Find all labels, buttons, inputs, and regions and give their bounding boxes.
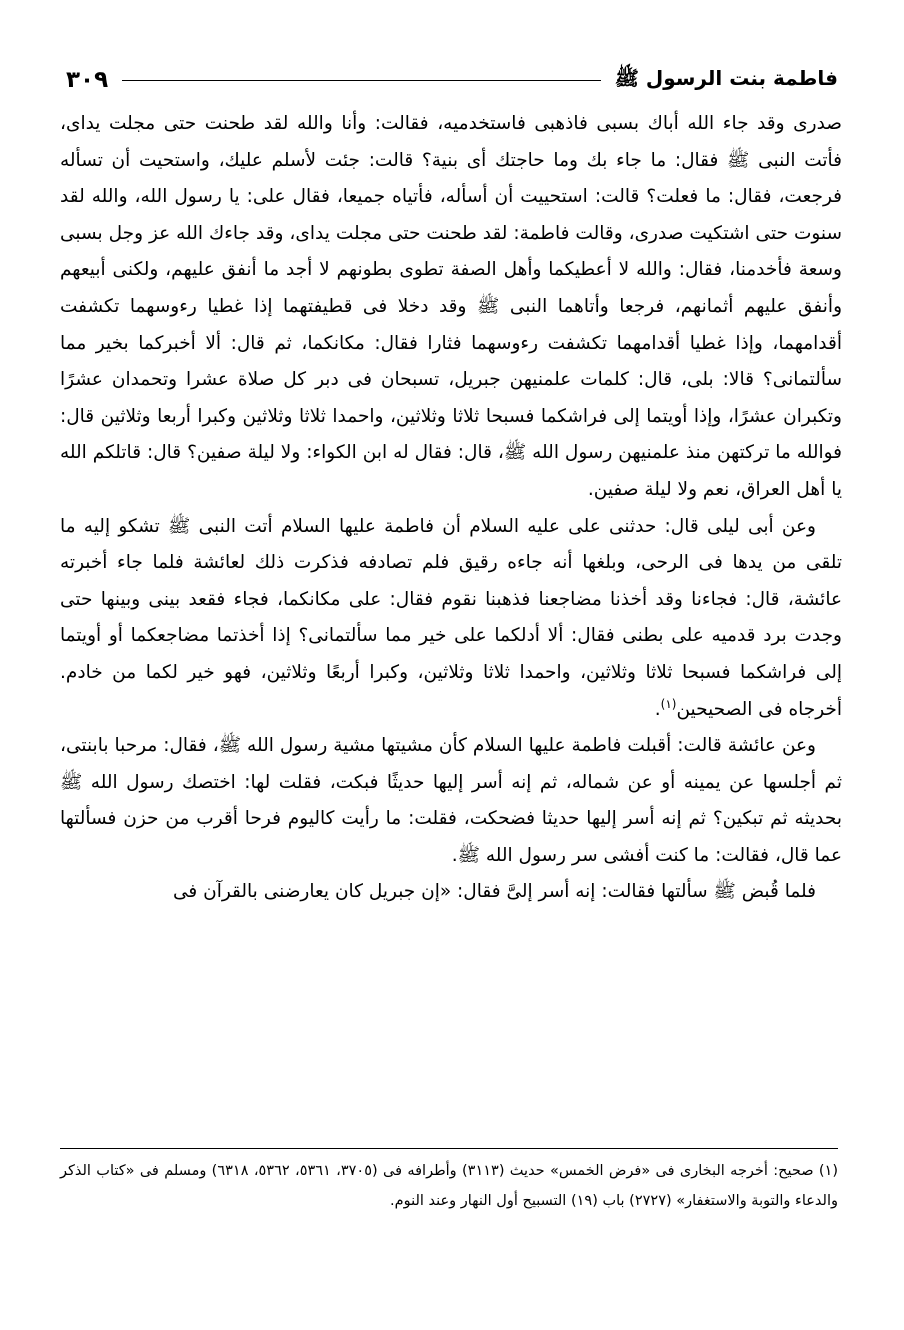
footnote-ref: (١) bbox=[660, 696, 677, 711]
footnote bbox=[60, 1156, 838, 1216]
page-header bbox=[66, 60, 838, 100]
footnote-text: (١) صحيح: أخرجه البخارى فى «فرض الخمس» حديث (٣١١٣) وأطرافه فى (٣٧٠٥، ٥٣٦١، ٥٣٦٢، ٦٣١٨) ومسلم فى «كتاب الذكر والدعاء والتوبة والاستغفار» (٢٧٢٧) باب (١٩) التسبيح أول النهار وعند النوم. bbox=[60, 1163, 838, 1209]
body-text bbox=[60, 106, 842, 911]
paragraph-3: وعن عائشة قالت: أقبلت فاطمة عليها السلام كأن مشيتها مشية رسول الله ﷺ، فقال: مرحبا بابنتى، ثم أجلسها عن يمينه أو عن شماله، ثم إنه أسر إليها حديثًا فبكت، فقلت لها: اختصك رسول الله ﷺ بحديثه ثم تبكين؟ ثم إنه أسر إليها حديثا فضحكت، فقلت: ما رأيت كاليوم فرحا أقرب من حزن فسألتها عما قال، فقالت: ما كنت أفشى سر رسول الله ﷺ. bbox=[60, 735, 842, 866]
running-title: فاطمة بنت الرسول ﷺ bbox=[614, 65, 838, 90]
footnote-rule bbox=[60, 1148, 838, 1149]
header-rule bbox=[122, 80, 601, 81]
paragraph-4: فلما قُبض ﷺ سألتها فقالت: إنه أسر إلىَّ فقال: «إن جبريل كان يعارضنى بالقرآن فى bbox=[172, 881, 816, 903]
paragraph-2-text: وعن أبى ليلى قال: حدثنى على عليه السلام أن فاطمة عليها السلام أتت النبى ﷺ تشكو إليه ما تلقى من يدها فى الرحى، وبلغها أنه جاءه رقيق فلم تصادفه فذكرت ذلك لعائشة فلما جاء أخبرته عائشة، قال: فجاءنا وقد أخذنا مضاجعنا فذهبنا نقوم فقال: على مكانكما، فجاء فقعد بينى وبينها حتى وجدت برد قدميه على بطنى فقال: ألا أدلكما على خير مما سألتمانى؟ إذا أخذتما مضاجعكما أو أويتما إلى فراشكما فسبحا ثلاثا وثلاثين، واحمدا ثلاثا وثلاثين، وكبرا أربعًا وثلاثين، فهو خير لكما من خادم. أخرجاه فى الصحيحين bbox=[60, 515, 842, 720]
paragraph-2: وعن أبى ليلى قال: حدثنى على عليه السلام أن فاطمة عليها السلام أتت النبى ﷺ تشكو إليه ما تلقى من يدها فى الرحى، وبلغها أنه جاءه رقيق فلم تصادفه فذكرت ذلك لعائشة فلما جاء أخبرته عائشة، قال: فجاءنا وقد أخذنا مضاجعنا فذهبنا نقوم فقال: على مكانكما، فجاء فقعد بينى وبينها حتى وجدت برد قدميه على بطنى فقال: ألا أدلكما على خير مما سألتمانى؟ إذا أخذتما مضاجعكما أو أويتما إلى فراشكما فسبحا ثلاثا وثلاثين، واحمدا ثلاثا وثلاثين، وكبرا أربعًا وثلاثين، فهو خير لكما من خادم. أخرجاه فى الصحيحين$^{(١)}$. bbox=[60, 515, 842, 720]
page-number: ٣٠٩ bbox=[66, 67, 109, 93]
paragraph-1: صدرى وقد جاء الله أباك بسبى فاذهبى فاستخدميه، فقالت: وأنا والله لقد طحنت حتى مجلت يداى، فأتت النبى ﷺ فقال: ما جاء بك وما حاجتك أى بنية؟ قالت: جئت لأسلم عليك، واستحيت أن تسأله فرجعت، فقال: ما فعلت؟ قالت: استحييت أن أسأله، فأتياه جميعا، فقال على: يا رسول الله، والله لقد سنوت حتى اشتكيت صدرى، وقالت فاطمة: لقد طحنت حتى مجلت يداى، وقد جاءك الله عز وجل بسبى وسعة فأخدمنا، فقال: والله لا أعطيكما وأهل الصفة تطوى بطونهم لا أجد ما أنفق عليهم، ولكنى أبيعهم وأنفق عليهم أثمانهم، فرجعا وأتاهما النبى ﷺ وقد دخلا فى قطيفتهما إذا غطيا رءوسهما تكشفت أقدامهما، وإذا غطيا أقدامهما تكشفت رءوسهما فثارا فقال: مكانكما، ثم قال: ألا أخبركما بخير مما سألتمانى؟ قالا: بلى، قال: كلمات علمنيهن جبريل، تسبحان فى دبر كل صلاة عشرا وتحمدان عشرًا وتكبران عشرًا، وإذا أويتما إلى فراشكما فسبحا ثلاثا وثلاثين، واحمدا ثلاثا وثلاثين وكبرا أربعا وثلاثين قال: فوالله ما تركتهن منذ علمنيهن رسول الله ﷺ، قال: فقال له ابن الكواء: ولا ليلة صفين؟ قال: قاتلكم الله يا أهل العراق، نعم ولا ليلة صفين. bbox=[60, 113, 842, 500]
